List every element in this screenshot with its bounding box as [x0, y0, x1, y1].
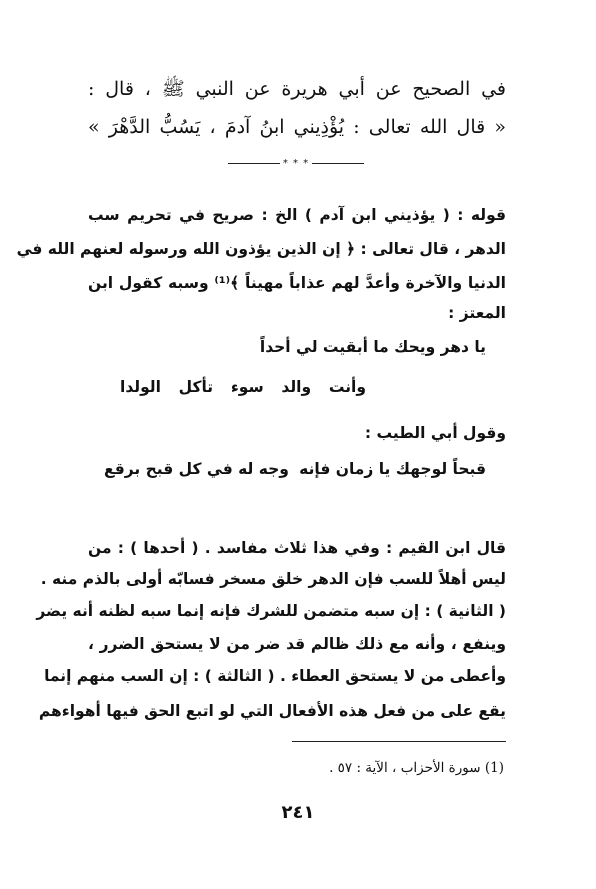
footnote-separator — [292, 741, 506, 742]
footnote-text: (1) سورة الأحزاب ، الآية : ٥٧ . — [329, 760, 504, 776]
ibn-qayyim-line: قال ابن القيم : وفي هذا ثلاث مفاسد . ( أحدها ) : من — [88, 539, 506, 557]
page-number: ٢٤١ — [281, 802, 315, 823]
poem1-first-hemistich: يا دهر ويحك ما أبقيت لي أحداً — [259, 338, 486, 356]
ibn-qayyim-line: وينفع ، وأنه مع ذلك ظالم قد ضر من لا يستحق الضرر ، — [88, 635, 506, 653]
section-divider — [228, 156, 364, 170]
commentary-line: الدنيا والآخرة وأعدَّ لهم عذاباً مهيناً ﴾⁽¹⁾ وسبه كقول ابن — [88, 274, 506, 292]
ibn-qayyim-line: يقع على من فعل هذه الأفعال التي لو اتبع الحق فيها أهواءهم — [38, 702, 506, 720]
hadith-line-1: في الصحيح عن أبي هريرة عن النبي ﷺ ، قال : — [88, 78, 506, 100]
ibn-qayyim-line: ليس أهلاً للسب فإن الدهر خلق مسخر فسابّه أولى بالذم منه . — [40, 570, 506, 588]
poem2-intro: وقول أبي الطيب : — [364, 424, 506, 442]
divider-stars: * * * — [282, 157, 310, 169]
divider-rule-left — [228, 163, 280, 164]
commentary-line: قوله : ( يؤذيني ابن آدم ) الخ : صريح في تحريم سب — [88, 206, 506, 224]
divider-rule-right — [312, 163, 364, 164]
commentary-line: الدهر ، قال تعالى : ﴿ إن الذين يؤذون الله ورسوله لعنهم الله في — [16, 240, 506, 258]
ibn-qayyim-line: وأعطى من لا يستحق العطاء . ( الثالثة ) : إن السب منهم إنما — [44, 667, 506, 685]
hadith-line-2: « قال الله تعالى : يُؤْذِيني ابنُ آدمَ ، يَسُبُّ الدَّهْرَ » — [88, 116, 506, 138]
poem2-second-hemistich: وجه له في كل قبح برقع — [104, 460, 289, 478]
poem1-second-hemistich: وأنت والد سوء تأكل الولدا — [120, 378, 366, 396]
commentary-line: المعتز : — [448, 304, 506, 322]
poem2-first-hemistich: قبحاً لوجهك يا زمان فإنه — [299, 460, 486, 478]
ibn-qayyim-line: ( الثانية ) : إن سبه متضمن للشرك فإنه إنما سبه لظنه أنه يضر — [36, 602, 506, 620]
